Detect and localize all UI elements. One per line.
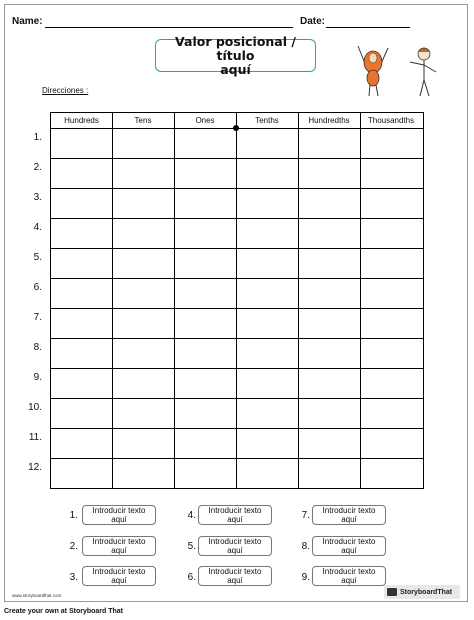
row-divider bbox=[51, 338, 423, 339]
row-divider bbox=[51, 398, 423, 399]
col-header-tens: Tens bbox=[134, 116, 152, 125]
answer-number: 4. bbox=[187, 510, 196, 521]
row-divider bbox=[51, 458, 423, 459]
col-divider bbox=[174, 113, 175, 488]
row-divider bbox=[51, 278, 423, 279]
row-number: 4. bbox=[33, 222, 42, 233]
row-divider bbox=[51, 308, 423, 309]
col-header-hundreds: Hundreds bbox=[64, 116, 99, 125]
title-line-1: Valor posicional / título bbox=[175, 33, 296, 63]
row-divider bbox=[51, 218, 423, 219]
decimal-point-dot bbox=[233, 125, 239, 131]
answer-text-box[interactable]: Introducir texto aquí bbox=[312, 505, 386, 525]
footer-site-url: www.storyboardthat.com bbox=[12, 593, 62, 598]
answer-number: 2. bbox=[69, 541, 78, 552]
answer-text-box[interactable]: Introducir texto aquí bbox=[198, 536, 272, 556]
col-header-thousandths: Thousandths bbox=[367, 116, 415, 125]
col-divider bbox=[298, 113, 299, 488]
answer-text-box[interactable]: Introducir texto aquí bbox=[82, 505, 156, 525]
answer-text-box[interactable]: Introducir texto aquí bbox=[82, 566, 156, 586]
answer-number: 5. bbox=[187, 541, 196, 552]
col-divider bbox=[236, 113, 237, 488]
row-number: 11. bbox=[28, 432, 42, 443]
place-value-table bbox=[50, 112, 424, 489]
row-number: 8. bbox=[33, 342, 42, 353]
directions-label: Direcciones : bbox=[42, 86, 89, 95]
row-divider bbox=[51, 368, 423, 369]
create-your-own-link[interactable]: Create your own at Storyboard That bbox=[4, 608, 124, 615]
row-divider bbox=[51, 188, 423, 189]
characters-illustration bbox=[352, 40, 444, 98]
row-number: 12. bbox=[28, 462, 42, 473]
answer-number: 1. bbox=[69, 510, 78, 521]
col-header-hundredths: Hundredths bbox=[308, 116, 350, 125]
col-divider bbox=[112, 113, 113, 488]
name-label: Name: bbox=[12, 16, 43, 27]
row-number: 5. bbox=[33, 252, 42, 263]
character-orange-figure bbox=[358, 46, 388, 96]
row-number: 9. bbox=[33, 372, 42, 383]
storyboardthat-logo[interactable] bbox=[384, 585, 460, 599]
date-label: Date: bbox=[300, 16, 326, 27]
logo-text: StoryboardThat bbox=[400, 588, 453, 596]
answer-number: 3. bbox=[69, 572, 78, 583]
row-number: 6. bbox=[33, 282, 42, 293]
answer-text-box[interactable]: Introducir texto aquí bbox=[198, 505, 272, 525]
answer-number: 6. bbox=[187, 572, 196, 583]
answer-text-box[interactable]: Introducir texto aquí bbox=[198, 566, 272, 586]
date-field-line[interactable] bbox=[326, 27, 410, 28]
row-number: 7. bbox=[33, 312, 42, 323]
row-divider bbox=[51, 248, 423, 249]
answer-number: 7. bbox=[301, 510, 310, 521]
row-divider bbox=[51, 158, 423, 159]
row-divider bbox=[51, 428, 423, 429]
answer-text-box[interactable]: Introducir texto aquí bbox=[312, 536, 386, 556]
answer-number: 8. bbox=[301, 541, 310, 552]
col-header-ones: Ones bbox=[195, 116, 215, 125]
storyboard-logo-icon bbox=[387, 588, 397, 596]
answer-text-box[interactable]: Introducir texto aquí bbox=[82, 536, 156, 556]
row-number: 1. bbox=[33, 132, 42, 143]
title-line-2: aquí bbox=[220, 61, 251, 77]
col-divider bbox=[360, 113, 361, 488]
answer-text-box[interactable]: Introducir texto aquí bbox=[312, 566, 386, 586]
row-number: 2. bbox=[33, 162, 42, 173]
col-header-tenths: Tenths bbox=[255, 116, 279, 125]
name-field-line[interactable] bbox=[45, 27, 293, 28]
row-number: 10. bbox=[28, 402, 42, 413]
worksheet-title[interactable] bbox=[155, 33, 316, 77]
character-stick-figure bbox=[410, 48, 436, 96]
answer-number: 9. bbox=[301, 572, 310, 583]
row-number: 3. bbox=[33, 192, 42, 203]
